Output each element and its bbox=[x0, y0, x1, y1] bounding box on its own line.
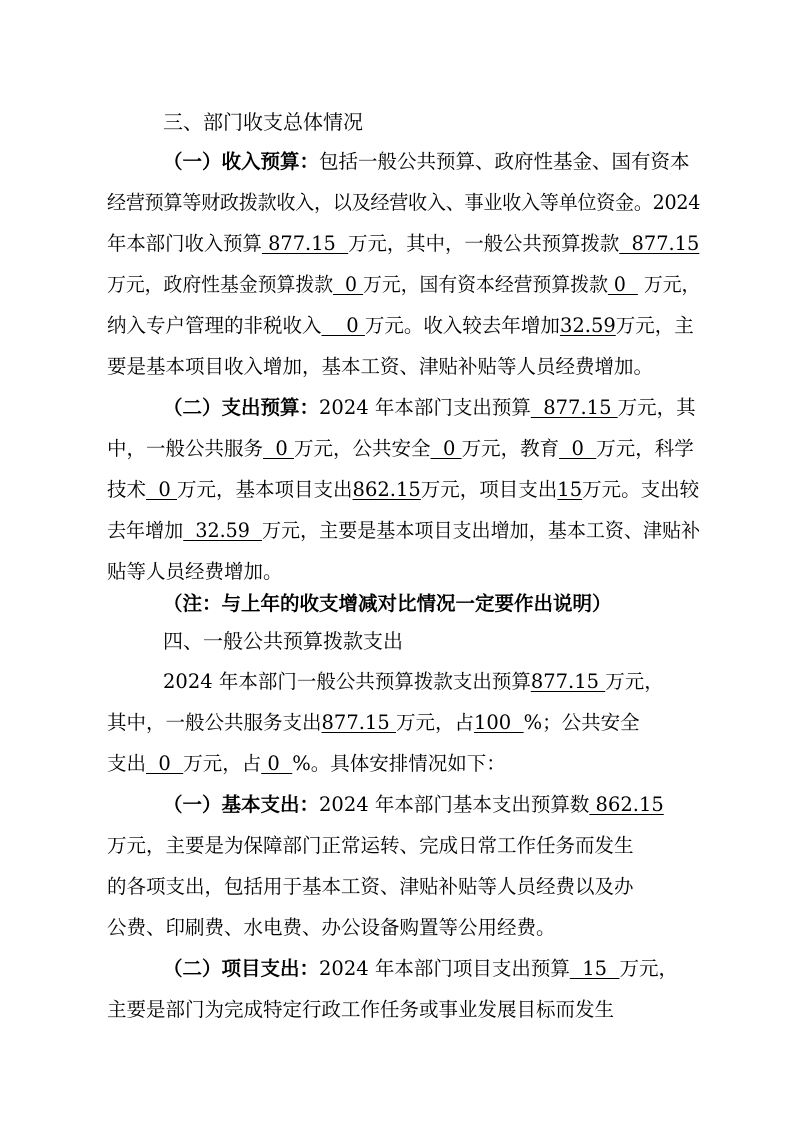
expense-total-value: 877.15 bbox=[530, 396, 618, 419]
expense-line-1: （二）支出预算：2024 年本部门支出预算 877.15 万元，其 bbox=[163, 396, 696, 419]
income-line-4: 万元，政府性基金预算拨款 0 万元，国有资本经营预算拨款 0 万元， bbox=[107, 273, 701, 296]
s4-security-value: 0 bbox=[146, 752, 184, 775]
s4-security-pct: 0 bbox=[261, 752, 293, 775]
public-security-value: 0 bbox=[430, 437, 462, 460]
gov-fund-value: 0 bbox=[333, 273, 364, 296]
s4-line-1: 2024 年本部门一般公共预算拨款支出预算877.15 万元， bbox=[163, 670, 664, 693]
science-value: 0 bbox=[146, 478, 178, 501]
s4-public-service-pct: 100 bbox=[473, 711, 524, 734]
basic-value: 862.15 bbox=[589, 793, 664, 816]
section3-title: 三、部门收支总体情况 bbox=[163, 110, 363, 134]
basic-line-2: 万元，主要是为保障部门正常运转、完成日常工作任务而发生 bbox=[107, 834, 634, 857]
expense-line-5: 贴等人员经费增加。 bbox=[107, 560, 283, 583]
expense-line-4: 去年增加 32.59 万元，主要是基本项目支出增加，基本工资、津贴补 bbox=[107, 519, 701, 542]
public-service-value: 0 bbox=[263, 437, 295, 460]
s4-line-3: 支出 0 万元，占 0 %。具体安排情况如下： bbox=[107, 752, 506, 775]
income-label: （一）收入预算： bbox=[163, 150, 320, 173]
project-value: 15 bbox=[569, 957, 620, 980]
income-increase-value: 32.59 bbox=[559, 314, 616, 337]
expense-increase-value: 32.59 bbox=[183, 519, 262, 542]
expense-line-3: 技术 0 万元，基本项目支出862.15万元，项目支出15万元。支出较 bbox=[107, 478, 700, 501]
project-line-2: 主要是部门为完成特定行政工作任务或事业发展目标而发生 bbox=[107, 998, 615, 1021]
project-expense-value: 15 bbox=[557, 478, 583, 501]
s4-public-service-value: 877.15 bbox=[321, 711, 396, 734]
section4-title: 四、一般公共预算拨款支出 bbox=[163, 629, 403, 653]
project-label: （二）项目支出： bbox=[163, 957, 320, 980]
income-line-3: 年本部门收入预算 877.15 万元，其中，一般公共预算拨款 877.15 bbox=[107, 232, 700, 255]
basic-project-value: 862.15 bbox=[352, 478, 421, 501]
income-line-6: 要是基本项目收入增加，基本工资、津贴补贴等人员经费增加。 bbox=[107, 355, 654, 378]
expense-label: （二）支出预算： bbox=[163, 396, 320, 419]
income-line-2: 经营预算等财政拨款收入，以及经营收入、事业收入等单位资金。2024 bbox=[107, 191, 701, 214]
basic-line-1: （一）基本支出：2024 年本部门基本支出预算数 862.15 bbox=[163, 793, 664, 816]
project-line-1: （二）项目支出：2024 年本部门项目支出预算 15 万元， bbox=[163, 957, 678, 980]
basic-line-4: 公费、印刷费、水电费、办公设备购置等公用经费。 bbox=[107, 916, 556, 939]
s4-total-value: 877.15 bbox=[530, 670, 606, 693]
expense-line-2: 中，一般公共服务 0 万元，公共安全 0 万元，教育 0 万元，科学 bbox=[107, 437, 694, 460]
nontax-value: 0 bbox=[321, 314, 365, 337]
note: （注：与上年的收支增减对比情况一定要作出说明） bbox=[163, 592, 612, 615]
income-line-5: 纳入专户管理的非税收入 0 万元。收入较去年增加32.59万元，主 bbox=[107, 314, 694, 337]
state-capital-value: 0 bbox=[607, 273, 638, 296]
income-line-1: （一）收入预算：包括一般公共预算、政府性基金、国有资本 bbox=[163, 150, 690, 173]
education-value: 0 bbox=[559, 437, 597, 460]
s4-line-2: 其中，一般公共服务支出877.15 万元，占100 %；公共安全 bbox=[107, 711, 640, 734]
income-total-value: 877.15 bbox=[261, 232, 349, 255]
general-budget-value: 877.15 bbox=[619, 232, 700, 255]
basic-line-3: 的各项支出，包括用于基本工资、津贴补贴等人员经费以及办 bbox=[107, 875, 634, 898]
basic-label: （一）基本支出： bbox=[163, 793, 320, 816]
